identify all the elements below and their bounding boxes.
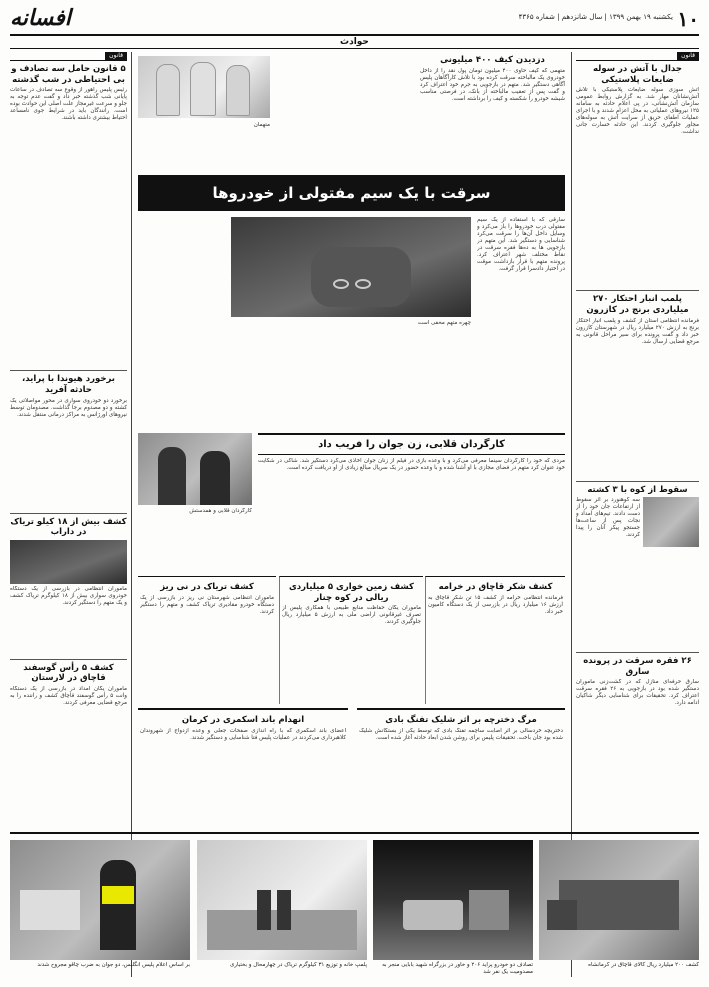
article-body: مردی که خود را کارگردان سینما معرفی می‌کرد و با وعده بازی در فیلم از زنان جوان اخاذی می‌کرد دستگیر شد. شاکی در شکایت خود عنوان کرد متهم در فضای مجازی با او آشنا شده و با وعده حضور در یک سریال مبالغ زیادی از او دریافت کرده است. xyxy=(258,458,565,471)
news-box xyxy=(138,576,276,704)
handcuffed-suspect-photo xyxy=(231,217,471,317)
article-body: فرمانده انتظامی خرامه از کشف ۱۵ تن شکر قاچاق به ارزش ۱۶ میلیارد ریال در بازرسی از یک دستگاه کامیون خبر داد. xyxy=(428,594,563,615)
article-body-continued xyxy=(576,549,699,649)
article-body: سارق حرفه‌ای منازل که در گشت‌زنی ماموران دستگیر شده بود در بازجویی به ۲۶ فقره سرقت اعتراف کرد. تحقیقات برای شناسایی دیگر شاکیان ادامه دارد. xyxy=(576,679,699,707)
headline: سقوط از کوه با ۳ کشته xyxy=(587,484,688,495)
article-body: برخورد دو خودروی سواری در محور مواصلاتی یک کشته و دو مصدوم برجا گذاشت. مصدومان توسط نیروهای اورژانس به مراکز درمانی منتقل شدند. xyxy=(10,397,127,418)
photo-police xyxy=(10,840,190,960)
headline: جدال با آتش در سوله ضایعات پلاستیکی xyxy=(593,64,682,85)
news-box xyxy=(425,576,565,704)
photo-caption: چهره متهم مخفی است xyxy=(417,320,471,326)
article-body: ماموران انتظامی در بازرسی از یک دستگاه خودروی سواری بیش از ۱۸ کیلوگرم تریاک کشف و یک متهم را دستگیر کردند. xyxy=(10,585,127,606)
headline: ۵ قانون حامل سه تصادف و بی احتیاطی در شب گذشته xyxy=(11,64,126,85)
sub-headline: کارگردان قلابی، زن جوان را فریب داد xyxy=(258,433,565,455)
headline: پلمب انبار احتکار ۲۷۰ میلیاردی برنج در کازرون xyxy=(586,294,689,315)
headline: برخورد هیوندا با پراید، حادثه آفرید xyxy=(22,374,115,395)
photo-accident xyxy=(373,840,533,960)
column-tag: قانون xyxy=(677,52,699,60)
headline: کشف تریاک در نی ریز xyxy=(160,582,254,592)
news-box xyxy=(279,576,423,704)
photo-caption: کارگردان قلابی و همدستش xyxy=(189,508,252,514)
photo-strip xyxy=(10,832,699,977)
photo-seized-goods xyxy=(197,840,367,960)
headline: مرگ دخترچه بر اثر شلیک تفنگ بادی xyxy=(385,715,537,725)
article-body: سه کوهنورد بر اثر سقوط از ارتفاعات جان خود را از دست دادند. تیم‌های امداد و نجات پس از ساعت‌ها جستجو پیکر آنان را پیدا کردند. xyxy=(576,497,640,539)
photo-trucks xyxy=(539,840,699,960)
photo-caption: پلمپ خانه و توزیع ۳۱ کیلوگرم تریاک در چهارمحال و بختیاری xyxy=(230,962,367,968)
article-body: اعضای باند اسکمری که با راه اندازی صفحات جعلی و وعده ازدواج از شهروندان کلاهبرداری می‌کردند در عملیات پلیس فتا شناسایی و دستگیر شدند. xyxy=(140,727,346,741)
headline: کشف شکر قاچاق در خرامه xyxy=(438,582,553,592)
top-story xyxy=(420,52,565,170)
headline: دزدیدن کیف ۴۰۰ میلیونی xyxy=(440,55,545,65)
top-photo-caption: متهمان xyxy=(253,122,270,128)
article-body-continued xyxy=(353,330,471,432)
fake-director-photo xyxy=(138,433,252,505)
headline: انهدام باند اسکمری در کرمان xyxy=(181,715,305,725)
article-body: دختربچه خردسالی بر اثر اصابت ساچمه تفنگ بادی که توسط یکی از بستگانش شلیک شده بود جان باخت. تحقیقات پلیس برای روشن شدن ابعاد حادثه آغاز شده است. xyxy=(359,727,563,741)
headline: ۲۶ فقره سرقت در پرونده سارق xyxy=(583,656,692,677)
article-body: فرمانده انتظامی استان از کشف و پلمب انبار احتکار برنج به ارزش ۲۷۰ میلیارد ریال در شهرستان کازرون خبر داد و گفت پرونده برای سیر مراحل قانونی به مرجع قضایی ارسال شد. xyxy=(576,317,699,345)
article-body-continued xyxy=(138,217,234,432)
masthead xyxy=(10,6,699,32)
headline: کشف ۵ رأس گوسفند قاچاق در لارستان xyxy=(23,662,114,684)
headline: کشف زمین خواری ۵ میلیاردی ریالی در کوه چنار xyxy=(289,582,414,603)
column-tag: قانون xyxy=(105,52,127,60)
photo-caption: کشف ۲۰۰ میلیارد ریال کالای قاچاق در کرمانشاه xyxy=(588,962,699,968)
newspaper-logo: افسانه xyxy=(10,5,71,31)
article-body: رئیس پلیس راهور از وقوع سه تصادف در ساعات پایانی شب گذشته خبر داد و گفت عدم توجه به جلو و سرعت غیرمجاز علت اصلی این حوادث بوده است. رانندگان باید در شرایط جوی نامساعد احتیاط بیشتری داشته باشند. xyxy=(10,87,127,122)
mountain-photo xyxy=(643,497,699,547)
photo-caption: تصادف دو خودرو پراید ۲۰۶ و خاور در بزرگراه شهید بابایی منجر به مصدومیت یک نفر شد xyxy=(382,962,533,975)
article-body: سارقی که با استفاده از یک سیم مفتولی درب خودروها را باز می‌کرد و وسایل داخل آن‌ها را سرقت می‌کرد شناسایی و دستگیر شد. این متهم در بازجویی ها به ده‌ها فقره سرقت در نقاط مختلف شهر اعتراف کرد. پرونده متهم با قرار بازداشت موقت در اختیار دادسرا قرار گرفت. xyxy=(477,217,565,272)
article-body: متهمی که کیف حاوی ۴۰۰ میلیون تومان پول نقد را از داخل خودروی یک مالباخته سرقت کرده بود با تلاش کارآگاهان پلیس آگاهی دستگیر شد. متهم در بازجویی به جرم خود اعتراف کرد و گفت پس از تعقیب مالباخته از بانک، در فرصتی مناسب شیشه خودرو را شکسته و کیف را برداشته است. xyxy=(420,67,565,102)
article-body: ماموران یگان حفاظت منابع طبیعی با همکاری پلیس از تصرف غیرقانونی اراضی ملی به ارزش ۵ میلیارد ریال جلوگیری کردند. xyxy=(282,605,421,626)
article-body: ماموران یگان امداد در بازرسی از یک دستگاه وانت ۵ رأس گوسفند قاچاق کشف و راننده را به مرجع قضایی معرفی کردند. xyxy=(10,686,127,706)
headline: کشف بیش از ۱۸ کیلو تریاک در داراب xyxy=(10,516,127,538)
main-headline-banner: سرقت با یک سیم مفتولی از خودروها xyxy=(138,175,565,211)
page-number: ۱۰ xyxy=(677,7,699,31)
article-body-continued xyxy=(138,520,565,574)
news-box xyxy=(357,708,565,830)
seized-drugs-photo xyxy=(10,540,127,584)
photo-caption: بر اساس اعلام پلیس انگلیس، دو جوان به ضرب چاقو مجروح شدند xyxy=(37,962,190,968)
article-body: ماموران انتظامی شهرستان نی ریز در بازرسی از یک دستگاه خودرو مقادیری تریاک کشف و متهم را دستگیر کردند. xyxy=(140,594,274,615)
suspects-photo xyxy=(138,56,270,118)
section-title: حوادث xyxy=(10,34,699,49)
issue-line: یکشنبه ۱۹ بهمن ۱۳۹۹ | سال شانزدهم | شماره ۴۳۶۵ xyxy=(518,13,673,21)
news-box xyxy=(138,708,348,830)
article-body: آتش سوزی سوله ضایعات پلاستیکی با تلاش آتش‌نشانان مهار شد. به گزارش روابط عمومی سازمان آتش‌نشانی، در پی اعلام حادثه به سامانه ۱۲۵ نیروهای عملیاتی به محل اعزام شدند و با اجرای عملیات اطفای حریق از سرایت آتش به سوله‌های مجاور جلوگیری کردند. این حادثه خسارت جانی نداشت. xyxy=(576,87,699,136)
